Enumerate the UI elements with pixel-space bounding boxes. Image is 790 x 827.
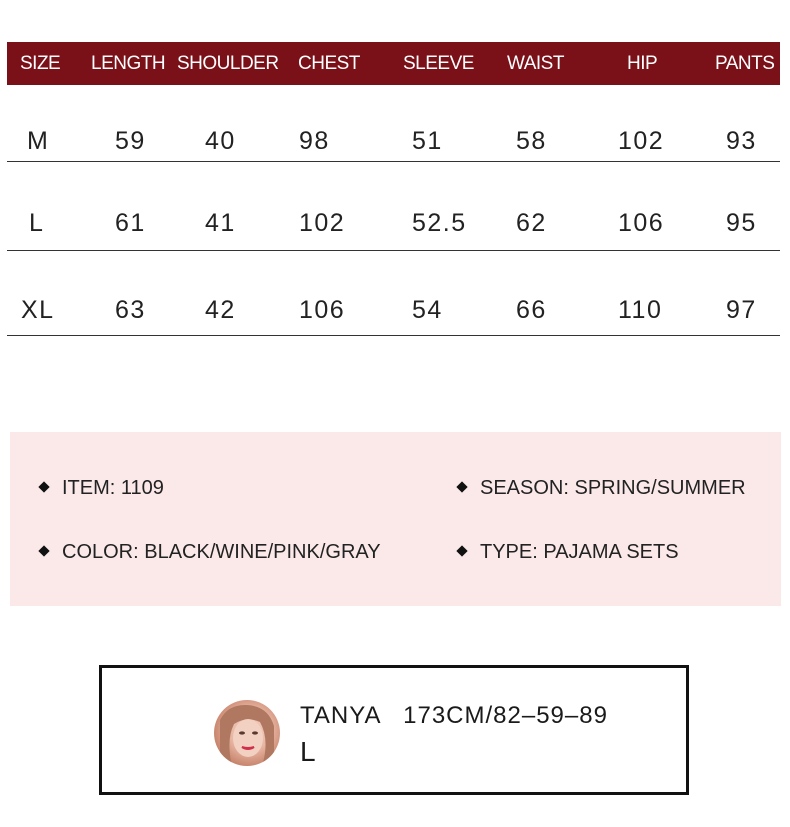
cell-size: L (29, 209, 45, 237)
size-row-xl (7, 251, 780, 336)
model-avatar (214, 700, 280, 766)
diamond-bullet-icon (456, 481, 467, 492)
diamond-bullet-icon (38, 545, 49, 556)
diamond-bullet-icon (38, 481, 49, 492)
cell-shoulder: 41 (205, 209, 236, 237)
model-name-measurements: TANYA 173CM/82–59–89 (300, 702, 608, 729)
header-pants: PANTS (715, 53, 775, 74)
size-chart-header (7, 42, 780, 85)
info-color (40, 541, 381, 564)
info-season (458, 477, 746, 500)
cell-length: 63 (115, 296, 146, 324)
cell-sleeve: 54 (412, 296, 443, 324)
cell-pants: 95 (726, 209, 757, 237)
info-type (458, 541, 679, 564)
type-label: TYPE: PAJAMA SETS (480, 541, 679, 563)
header-chest: CHEST (298, 53, 360, 74)
model-info-box (99, 665, 689, 795)
header-waist: WAIST (507, 53, 564, 74)
header-length: LENGTH (91, 53, 166, 74)
cell-hip: 110 (618, 296, 663, 324)
cell-size: M (27, 127, 50, 155)
cell-waist: 58 (516, 127, 547, 155)
item-label: ITEM: 1109 (62, 477, 164, 499)
cell-waist: 66 (516, 296, 547, 324)
header-sleeve: SLEEVE (403, 53, 474, 74)
size-row-l (7, 162, 780, 251)
cell-hip: 106 (618, 209, 665, 237)
season-label: SEASON: SPRING/SUMMER (480, 477, 746, 499)
cell-pants: 97 (726, 296, 757, 324)
cell-waist: 62 (516, 209, 547, 237)
diamond-bullet-icon (456, 545, 467, 556)
cell-hip: 102 (618, 127, 665, 155)
cell-sleeve: 52.5 (412, 209, 467, 237)
size-row-m (7, 85, 780, 162)
info-item-number (40, 477, 164, 500)
header-size: SIZE (20, 53, 61, 74)
model-size: L (300, 736, 316, 767)
cell-length: 61 (115, 209, 146, 237)
cell-chest: 102 (299, 209, 346, 237)
cell-shoulder: 42 (205, 296, 236, 324)
cell-chest: 98 (299, 127, 330, 155)
header-hip: HIP (627, 53, 658, 74)
cell-size: XL (21, 296, 55, 324)
cell-pants: 93 (726, 127, 757, 155)
header-shoulder: SHOULDER (177, 53, 279, 74)
cell-sleeve: 51 (412, 127, 443, 155)
cell-chest: 106 (299, 296, 346, 324)
size-chart (7, 42, 780, 324)
cell-length: 59 (115, 127, 146, 155)
cell-shoulder: 40 (205, 127, 236, 155)
color-label: COLOR: BLACK/WINE/PINK/GRAY (62, 541, 381, 563)
product-info-panel (10, 432, 781, 606)
